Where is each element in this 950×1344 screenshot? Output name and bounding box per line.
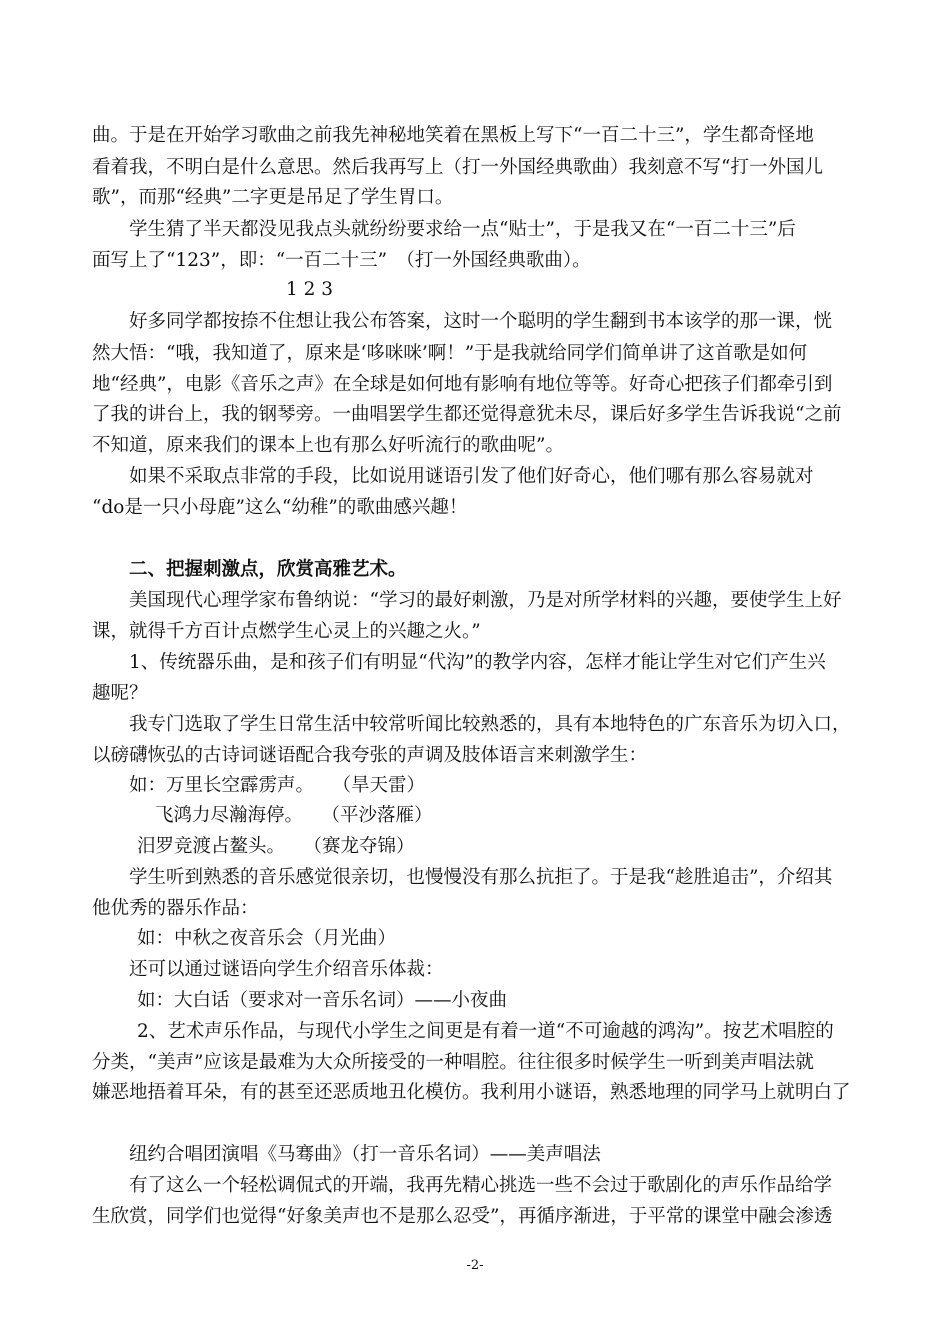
paragraph-line: 还可以通过谜语向学生介绍音乐体裁：: [129, 959, 444, 980]
number-line: 1 2 3: [286, 279, 334, 300]
section-heading: 二、把握刺激点，欣赏高雅艺术。: [129, 559, 407, 580]
page-number: -2-: [466, 1258, 484, 1273]
paragraph-line: 曲。于是在开始学习歌曲之前我先神秘地笑着在黑板上写下“一百二十三”，学生都奇怪地: [92, 125, 814, 146]
riddle-line: 飞鸿力尽瀚海停。 （平沙落雁）: [155, 805, 433, 826]
paragraph-line: 如果不采取点非常的手段，比如说用谜语引发了他们好奇心，他们哪有那么容易就对: [129, 466, 814, 487]
paragraph-line: 以磅礴恢弘的古诗词谜语配合我夸张的声调及肢体语言来刺激学生：: [92, 745, 648, 766]
paragraph-line: 课，就得千方百计点燃学生心灵上的兴趣之火。”: [92, 621, 481, 642]
paragraph-line: 了我的讲台上，我的钢琴旁。一曲唱罢学生都还觉得意犹未尽，课后好多学生告诉我说“之前: [92, 404, 842, 425]
paragraph-line: 趣呢？: [92, 683, 148, 704]
paragraph-line: 美国现代心理学家布鲁纳说：“学习的最好刺激，乃是对所学材料的兴趣，要使学生上好: [129, 590, 842, 611]
paragraph-line: 好多同学都按捺不住想让我公布答案，这时一个聪明的学生翻到书本该学的那一课，恍: [129, 311, 833, 332]
paragraph-line: 地“经典”，电影《音乐之声》在全球是如何地有影响有地位等等。好奇心把孩子们都牵引到: [92, 374, 833, 395]
paragraph-line: 2、艺术声乐作品，与现代小学生之间更是有着一道“不可逾越的鸿沟”。按艺术唱腔的: [137, 1021, 834, 1042]
paragraph-line: 学生猜了半天都没见我点头就纷纷要求给一点“贴士”，于是我又在“一百二十三”后: [129, 219, 796, 240]
riddle-line: 如：中秋之夜音乐会（月光曲）: [137, 928, 397, 949]
paragraph-line: 嫌恶地捂着耳朵，有的甚至还恶质地丑化模仿。我利用小谜语，熟悉地理的同学马上就明白了: [92, 1082, 851, 1103]
paragraph-line: 1、传统器乐曲，是和孩子们有明显“代沟”的教学内容，怎样才能让学生对它们产生兴: [129, 652, 826, 673]
paragraph-line: 歌”，而那“经典”二字更是吊足了学生胃口。: [92, 187, 454, 208]
paragraph-line: 不知道，原来我们的课本上也有那么好听流行的歌曲呢”。: [92, 435, 564, 456]
riddle-line: 汨罗竞渡占鳌头。 （赛龙夺锦）: [137, 836, 415, 857]
paragraph-line: 看着我，不明白是什么意思。然后我再写上（打一外国经典歌曲）我刻意不写“打一外国儿: [92, 157, 823, 178]
riddle-line: 如：大白话（要求对一音乐名词）——小夜曲: [137, 990, 508, 1011]
riddle-line: 如：万里长空霹雳声。 （旱天雷）: [129, 775, 426, 796]
paragraph-line: 生欣赏，同学们也觉得“好象美声也不是那么忍受”，再循序渐进，于平常的课堂中融会渗透: [92, 1206, 833, 1227]
paragraph-line: 然大悟：“哦，我知道了，原来是‘哆咪咪’啊！”于是我就给同学们简单讲了这首歌是如何: [92, 343, 808, 364]
paragraph-line: 有了这么一个轻松调侃式的开端，我再先精心挑选一些不会过于歌剧化的声乐作品给学: [129, 1175, 833, 1196]
paragraph-line: 面写上了“123”，即：“一百二十三” （打一外国经典歌曲）。: [92, 250, 591, 271]
paragraph-line: “do是一只小母鹿”这么“幼稚”的歌曲感兴趣！: [92, 497, 468, 518]
paragraph-line: 分类，“美声”应该是最难为大众所接受的一种唱腔。往往很多时候学生一听到美声唱法就: [92, 1052, 814, 1073]
paragraph-line: 学生听到熟悉的音乐感觉很亲切，也慢慢没有那么抗拒了。于是我“趁胜追击”，介绍其: [129, 867, 833, 888]
paragraph-line: 我专门选取了学生日常生活中较常听闻比较熟悉的，具有本地特色的广东音乐为切入口，: [129, 714, 851, 735]
paragraph-line: 他优秀的器乐作品：: [92, 898, 259, 919]
riddle-line: 纽约合唱团演唱《马骞曲》（打一音乐名词）——美声唱法: [129, 1144, 601, 1165]
